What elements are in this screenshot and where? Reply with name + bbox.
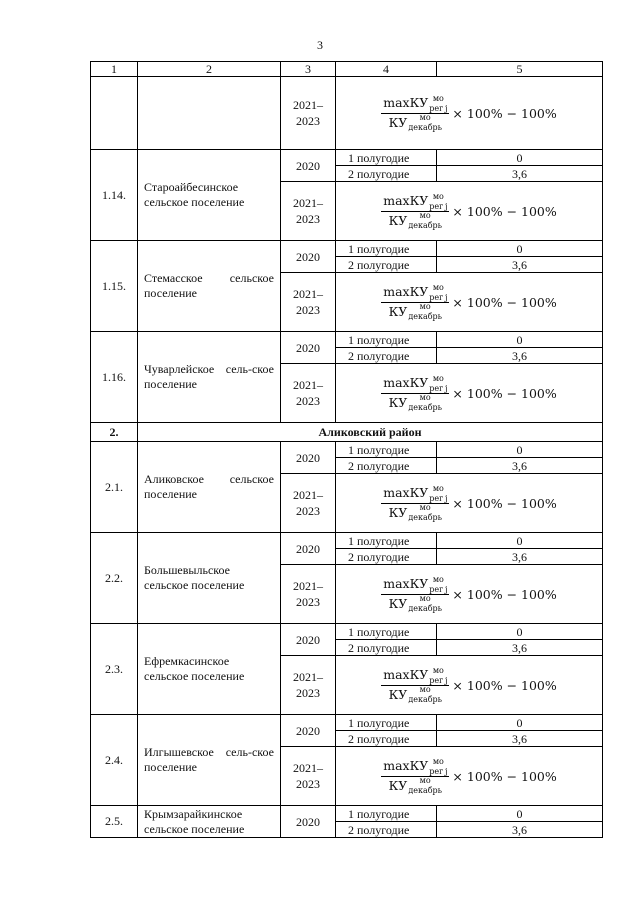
section-row [91,423,603,442]
formula-tail: × 100% − 100% [452,586,557,602]
formula [381,284,557,320]
formula-cell [336,747,603,806]
year-2020: 2020 [281,533,336,565]
municipality-name [138,77,281,150]
half-year-2: 2 полугодие [336,348,437,364]
municipality-name: Большевыльское сельское поселение [138,533,281,624]
formula-numerator-base: maxКУ [383,284,429,299]
table-row [91,533,603,549]
value-half-1: 0 [437,806,603,822]
half-year-2: 2 полугодие [336,257,437,273]
half-year-1: 1 полугодие [336,715,437,731]
formula-numerator-sup: мо [432,191,444,201]
half-year-2: 2 полугодие [336,549,437,565]
formula-tail: × 100% − 100% [452,677,557,693]
year-2020: 2020 [281,442,336,474]
value-half-1: 0 [437,241,603,257]
row-number: 2.2. [91,533,138,624]
formula-fraction [381,193,449,229]
half-year-2: 2 полугодие [336,458,437,474]
formula-numerator-sub: рег j [429,103,448,113]
table-row [91,241,603,257]
value-half-1: 0 [437,442,603,458]
formula-tail: × 100% − 100% [452,385,557,401]
formula-cell [336,77,603,150]
formula [381,576,557,612]
formula-numerator-base: maxКУ [383,95,429,110]
formula-tail: × 100% − 100% [452,203,557,219]
formula-denominator-sup: мо [419,594,431,603]
formula-numerator-sup: мо [432,665,444,675]
half-year-1: 1 полугодие [336,150,437,166]
value-half-2: 3,6 [437,348,603,364]
formula-cell [336,273,603,332]
half-year-2: 2 полугодие [336,822,437,838]
formula-numerator-sup: мо [432,483,444,493]
section-title: Аликовский район [138,423,603,442]
header-col-5: 5 [437,62,603,77]
row-number: 2.1. [91,442,138,533]
year-range: 2021– 2023 [281,747,336,806]
header-row [91,62,603,77]
formula-denominator-sub: декабрь [408,403,443,412]
value-half-2: 3,6 [437,458,603,474]
formula-numerator-sub: рег j [429,766,448,776]
value-half-2: 3,6 [437,166,603,182]
formula-denominator-base: КУ [388,212,408,228]
municipality-name: Аликовское сельское поселение [138,442,281,533]
formula-denominator-sub: декабрь [408,123,443,132]
formula-tail: × 100% − 100% [452,105,557,121]
formula-denominator-base: КУ [388,504,408,520]
formula-cell [336,474,603,533]
year-range: 2021– 2023 [281,364,336,423]
table-row [91,624,603,640]
formula-denominator-sup: мо [419,503,431,512]
formula-tail: × 100% − 100% [452,294,557,310]
year-range: 2021– 2023 [281,474,336,533]
half-year-1: 1 полугодие [336,442,437,458]
formula-numerator-sup: мо [432,574,444,584]
table-row [91,715,603,731]
row-number: 2.3. [91,624,138,715]
year-range: 2021– 2023 [281,77,336,150]
half-year-1: 1 полугодие [336,806,437,822]
formula-fraction [381,485,449,521]
formula-numerator-sub: рег j [429,292,448,302]
formula-denominator-sub: декабрь [408,221,443,230]
value-half-1: 0 [437,715,603,731]
formula-denominator-sub: декабрь [408,513,443,522]
formula-fraction [381,284,449,320]
formula-denominator-sub: декабрь [408,604,443,613]
value-half-1: 0 [437,332,603,348]
formula-numerator-base: maxКУ [383,485,429,500]
year-2020: 2020 [281,715,336,747]
header-col-2: 2 [138,62,281,77]
formula-denominator-sub: декабрь [408,786,443,795]
year-2020: 2020 [281,332,336,364]
formula-denominator-base: КУ [388,394,408,410]
row-number: 2.5. [91,806,138,838]
municipality-name: Илгышевское сель-ское поселение [138,715,281,806]
year-range: 2021– 2023 [281,182,336,241]
formula-cell [336,565,603,624]
row-number [91,77,138,150]
formula-numerator-sup: мо [432,93,444,103]
row-number: 1.16. [91,332,138,423]
half-year-1: 1 полугодие [336,624,437,640]
year-2020: 2020 [281,624,336,656]
formula-numerator-base: maxКУ [383,667,429,682]
municipality-name: Чуварлейское сель-ское поселение [138,332,281,423]
formula-cell [336,364,603,423]
value-half-2: 3,6 [437,257,603,273]
formula-fraction [381,758,449,794]
year-range: 2021– 2023 [281,565,336,624]
formula-denominator-base: КУ [388,114,408,130]
page-number: 3 [317,38,323,52]
value-half-2: 3,6 [437,549,603,565]
value-half-1: 0 [437,533,603,549]
formula-denominator-sub: декабрь [408,695,443,704]
municipality-name: Староайбесинское сельское поселение [138,150,281,241]
half-year-1: 1 полугодие [336,533,437,549]
header-col-3: 3 [281,62,336,77]
year-2020: 2020 [281,241,336,273]
tariff-table [90,61,603,838]
half-year-2: 2 полугодие [336,640,437,656]
table-row [91,150,603,166]
formula-denominator-sup: мо [419,685,431,694]
formula-numerator-sub: рег j [429,493,448,503]
value-half-1: 0 [437,150,603,166]
year-2020: 2020 [281,806,336,838]
table-row [91,332,603,348]
row-number: 1.14. [91,150,138,241]
table-row [91,77,603,150]
municipality-name: Крымзарайкинское сельское поселение [138,806,281,838]
half-year-1: 1 полугодие [336,332,437,348]
formula-denominator-base: КУ [388,595,408,611]
formula-numerator-base: maxКУ [383,576,429,591]
value-half-2: 3,6 [437,822,603,838]
formula-numerator-sub: рег j [429,201,448,211]
table-row [91,806,603,822]
municipality-name: Ефремкасинское сельское поселение [138,624,281,715]
formula-denominator-base: КУ [388,777,408,793]
formula-cell [336,656,603,715]
row-number: 2.4. [91,715,138,806]
formula [381,193,557,229]
formula-numerator-sub: рег j [429,584,448,594]
formula-tail: × 100% − 100% [452,495,557,511]
formula [381,375,557,411]
value-half-2: 3,6 [437,640,603,656]
formula-tail: × 100% − 100% [452,768,557,784]
formula [381,95,557,131]
formula-denominator-sup: мо [419,393,431,402]
formula-denominator-base: КУ [388,303,408,319]
half-year-1: 1 полугодие [336,241,437,257]
formula-fraction [381,95,449,131]
formula-numerator-sup: мо [432,756,444,766]
formula-denominator-base: КУ [388,686,408,702]
half-year-2: 2 полугодие [336,731,437,747]
year-range: 2021– 2023 [281,273,336,332]
value-half-1: 0 [437,624,603,640]
formula-numerator-sup: мо [432,282,444,292]
section-number: 2. [91,423,138,442]
municipality-name: Стемасское сельское поселение [138,241,281,332]
row-number: 1.15. [91,241,138,332]
formula-fraction [381,667,449,703]
formula-cell [336,182,603,241]
formula-denominator-sub: декабрь [408,312,443,321]
formula-numerator-sub: рег j [429,383,448,393]
header-col-1: 1 [91,62,138,77]
formula-numerator-base: maxКУ [383,758,429,773]
formula-numerator-base: maxКУ [383,375,429,390]
formula-denominator-sup: мо [419,113,431,122]
half-year-2: 2 полугодие [336,166,437,182]
formula [381,667,557,703]
formula-fraction [381,576,449,612]
formula-numerator-base: maxКУ [383,193,429,208]
formula-denominator-sup: мо [419,776,431,785]
value-half-2: 3,6 [437,731,603,747]
year-2020: 2020 [281,150,336,182]
formula [381,485,557,521]
formula-denominator-sup: мо [419,211,431,220]
formula-numerator-sub: рег j [429,675,448,685]
formula-denominator-sup: мо [419,302,431,311]
header-col-4: 4 [336,62,437,77]
formula [381,758,557,794]
year-range: 2021– 2023 [281,656,336,715]
formula-fraction [381,375,449,411]
table-row [91,442,603,458]
formula-numerator-sup: мо [432,373,444,383]
